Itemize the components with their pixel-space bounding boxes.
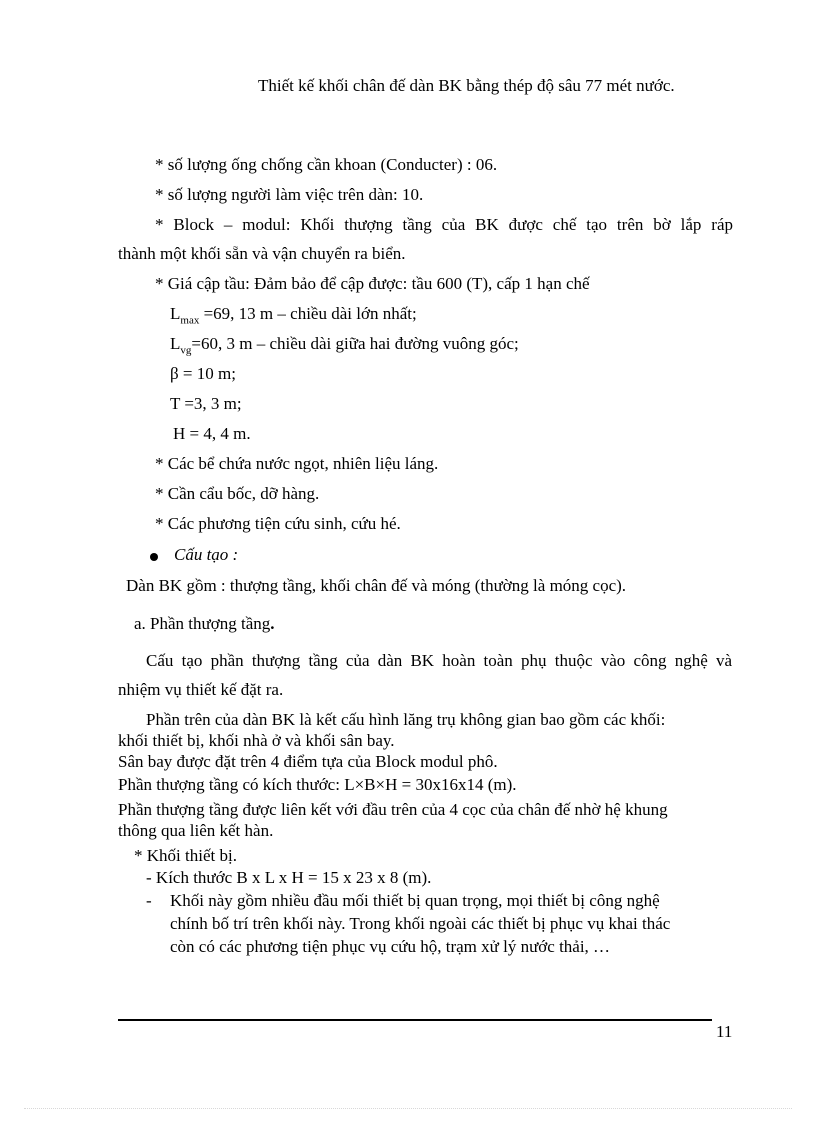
lmax-symbol: L [170,304,181,323]
page-bottom-divider [24,1108,792,1109]
spec-lmax [170,304,417,327]
spec-lvg [170,334,519,357]
equipment-line2: chính bố trí trên khối này. Trong khối ngoài các thiết bị phục vụ khai thác [170,914,671,933]
lmax-text: =69, 13 m – chiều dài lớn nhất; [199,304,417,323]
page-header: Thiết kế khối chân đế dàn BK bằng thép độ sâu 77 mét nước. [258,76,675,95]
section-a-period: . [270,614,275,633]
spec-h: H = 4, 4 m. [173,424,251,443]
section-a-heading [134,614,275,634]
equipment-line3: còn có các phương tiện phục vụ cứu hộ, trạm xử lý nước thải, … [170,937,611,956]
equipment-dimensions: - Kích thước B x L x H = 15 x 23 x 8 (m). [146,868,432,887]
spec-tanks: * Các bể chứa nước ngọt, nhiên liệu láng. [155,454,439,473]
spec-block-line2: thành một khối sẵn và vận chuyển ra biển. [118,244,406,263]
spec-rescue: * Các phương tiện cứu sinh, cứu hé. [155,514,401,533]
equipment-line1: Khối này gồm nhiều đầu mối thiết bị quan trọng, mọi thiết bị công nghệ [170,891,660,910]
structure-heading: Cấu tạo : [174,545,239,564]
equipment-heading: * Khối thiết bị. [134,846,237,865]
para2-line2: khối thiết bị, khối nhà ở và khối sân bay. [118,731,395,750]
para5-line2: thông qua liên kết hàn. [118,821,274,840]
equipment-dash: - [146,891,152,910]
para1-line1: Cấu tạo phần thượng tầng của dàn BK hoàn toàn phụ thuộc vào công nghệ và [146,651,732,670]
spec-crane: * Cần cẩu bốc, dỡ hàng. [155,484,320,503]
spec-workers: * số lượng người làm việc trên dàn: 10. [155,185,424,204]
lvg-text: =60, 3 m – chiều dài giữa hai đường vuông góc; [191,334,519,353]
section-a-title: a. Phần thượng tầng [134,614,271,633]
para5-line1: Phần thượng tầng được liên kết với đầu trên của 4 cọc của chân đế nhờ hệ khung [118,800,668,819]
para4: Phần thượng tầng có kích thước: L×B×H = 30x16x14 (m). [118,775,517,794]
lvg-symbol: L [170,334,181,353]
spec-block-line1: * Block – modul: Khối thượng tầng của BK được chế tạo trên bờ lắp ráp [155,215,733,234]
lvg-subscript: vg [180,344,192,357]
spec-t: T =3, 3 m; [170,394,242,413]
para3: Sân bay được đặt trên 4 điểm tựa của Block modul phô. [118,752,498,771]
bullet-icon [150,553,158,561]
structure-intro: Dàn BK gồm : thượng tầng, khối chân đế và móng (thường là móng cọc). [126,576,627,595]
spec-berth: * Giá cập tầu: Đảm bảo để cập được: tầu 600 (T), cấp 1 hạn chế [155,274,590,293]
spec-conductor: * số lượng ống chống cần khoan (Conducter) : 06. [155,155,498,174]
lmax-subscript: max [180,314,200,327]
para1-line2: nhiệm vụ thiết kế đặt ra. [118,680,284,699]
spec-beta: β = 10 m; [170,364,236,383]
footer-rule [118,1019,712,1021]
para2-line1: Phần trên của dàn BK là kết cấu hình lăng trụ không gian bao gồm các khối: [146,710,666,729]
page-number: 11 [716,1022,733,1041]
